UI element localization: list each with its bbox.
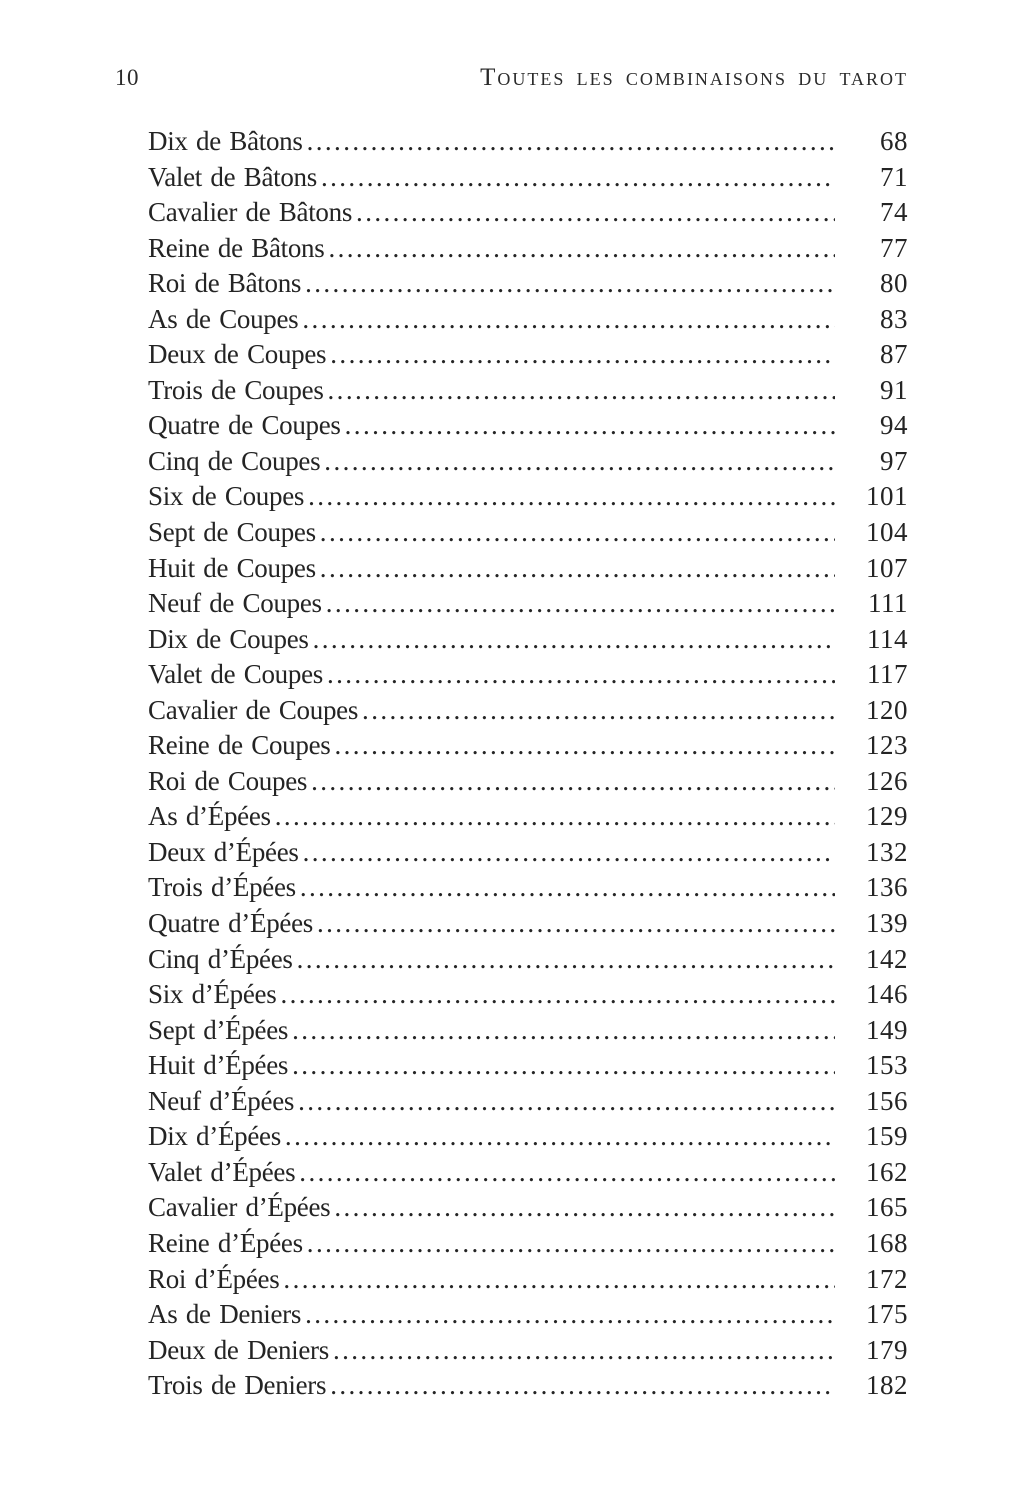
toc-entry-page: 156 xyxy=(866,1085,908,1116)
toc-entry xyxy=(148,586,908,622)
toc-dot-leader xyxy=(283,1262,835,1298)
toc-entry-title: Six d’Épées xyxy=(148,979,277,1010)
toc-dot-leader xyxy=(307,124,835,160)
toc-dot-leader xyxy=(300,870,835,906)
toc-dot-leader xyxy=(356,195,835,231)
toc-entry xyxy=(148,337,908,373)
toc-entry-page: 114 xyxy=(867,623,908,654)
toc-entry-page: 107 xyxy=(866,552,908,583)
toc-entry-page: 87 xyxy=(880,339,908,370)
toc-entry-title: As de Deniers xyxy=(148,1299,302,1330)
toc-entry-title: Cavalier de Bâtons xyxy=(148,197,353,228)
toc-entry-page: 142 xyxy=(866,943,908,974)
toc-dot-leader xyxy=(320,551,835,587)
toc-entry-title: Roi de Coupes xyxy=(148,765,308,796)
toc-entry-title: Trois de Deniers xyxy=(148,1370,327,1401)
toc-dot-leader xyxy=(334,728,835,764)
toc-entry-title: Cinq d’Épées xyxy=(148,943,293,974)
toc-entry xyxy=(148,1226,908,1262)
toc-entry xyxy=(148,764,908,800)
toc-entry xyxy=(148,444,908,480)
toc-entry-title: Deux de Coupes xyxy=(148,339,327,370)
toc-entry xyxy=(148,835,908,871)
toc-entry xyxy=(148,266,908,302)
toc-dot-leader xyxy=(285,1119,835,1155)
toc-entry-title: Cavalier de Coupes xyxy=(148,694,359,725)
toc-entry xyxy=(148,302,908,338)
toc-entry-title: Huit de Coupes xyxy=(148,552,316,583)
toc-entry-page: 136 xyxy=(866,872,908,903)
toc-entry-page: 111 xyxy=(868,588,908,619)
toc-entry-title: Neuf d’Épées xyxy=(148,1085,295,1116)
toc-dot-leader xyxy=(330,1368,835,1404)
toc-dot-leader xyxy=(299,1155,835,1191)
toc-entry-page: 91 xyxy=(880,374,908,405)
toc-dot-leader xyxy=(345,408,835,444)
toc-entry xyxy=(148,870,908,906)
toc-entry-page: 168 xyxy=(866,1227,908,1258)
toc-entry-title: As de Coupes xyxy=(148,303,299,334)
toc-entry-title: Sept d’Épées xyxy=(148,1014,289,1045)
toc-entry-page: 68 xyxy=(880,126,908,156)
toc-entry-page: 165 xyxy=(866,1192,908,1223)
toc-entry-title: Sept de Coupes xyxy=(148,517,316,548)
toc-entry-title: Roi de Bâtons xyxy=(148,268,302,299)
toc-dot-leader xyxy=(303,835,835,871)
toc-entry-title: Trois d’Épées xyxy=(148,872,296,903)
toc-entry-title: Six de Coupes xyxy=(148,481,305,512)
toc-entry-title: Quatre de Coupes xyxy=(148,410,341,441)
toc-entry-page: 126 xyxy=(866,765,908,796)
toc-entry xyxy=(148,1190,908,1226)
toc-entry-title: Trois de Coupes xyxy=(148,374,324,405)
toc-entry-page: 97 xyxy=(880,445,908,476)
toc-entry-page: 80 xyxy=(880,268,908,299)
toc-entry xyxy=(148,195,908,231)
toc-entry xyxy=(148,479,908,515)
toc-entry-page: 139 xyxy=(866,908,908,939)
toc-entry-title: Dix de Bâtons xyxy=(148,126,303,156)
toc-entry-title: As d’Épées xyxy=(148,801,271,832)
toc-entry xyxy=(148,1368,908,1404)
toc-entry-page: 153 xyxy=(866,1050,908,1081)
toc-entry-title: Reine d’Épées xyxy=(148,1227,303,1258)
toc-dot-leader xyxy=(334,1190,835,1226)
toc-entry-page: 149 xyxy=(866,1014,908,1045)
toc-dot-leader xyxy=(292,1013,835,1049)
toc-entry-title: Dix d’Épées xyxy=(148,1121,281,1152)
toc-entry-page: 83 xyxy=(880,303,908,334)
toc-entry-title: Cavalier d’Épées xyxy=(148,1192,331,1223)
toc-entry xyxy=(148,373,908,409)
toc-entry xyxy=(148,515,908,551)
toc-dot-leader xyxy=(333,1333,835,1369)
toc-entry-title: Reine de Bâtons xyxy=(148,232,325,263)
toc-entry xyxy=(148,622,908,658)
toc-dot-leader xyxy=(324,444,835,480)
toc-entry xyxy=(148,124,908,160)
page-number: 10 xyxy=(115,65,139,90)
toc-entry xyxy=(148,942,908,978)
toc-entry-page: 175 xyxy=(866,1299,908,1330)
toc-entry-page: 159 xyxy=(866,1121,908,1152)
toc-dot-leader xyxy=(298,1084,835,1120)
toc-entry xyxy=(148,1333,908,1369)
toc-list xyxy=(148,124,908,1404)
toc-entry xyxy=(148,551,908,587)
toc-entry-title: Valet de Bâtons xyxy=(148,161,317,192)
toc-entry-page: 101 xyxy=(866,481,908,512)
toc-entry-title: Roi d’Épées xyxy=(148,1263,280,1294)
toc-entry-page: 71 xyxy=(880,161,908,192)
toc-entry xyxy=(148,1084,908,1120)
toc-entry xyxy=(148,906,908,942)
toc-dot-leader xyxy=(307,1226,835,1262)
toc-entry xyxy=(148,657,908,693)
toc-entry-title: Huit d’Épées xyxy=(148,1050,289,1081)
toc-entry xyxy=(148,728,908,764)
toc-dot-leader xyxy=(308,479,835,515)
toc-entry xyxy=(148,693,908,729)
toc-entry xyxy=(148,1155,908,1191)
toc-entry-page: 129 xyxy=(866,801,908,832)
toc-dot-leader xyxy=(297,942,835,978)
toc-entry-page: 120 xyxy=(866,694,908,725)
toc-dot-leader xyxy=(275,799,835,835)
toc-entry-page: 77 xyxy=(880,232,908,263)
toc-entry-page: 74 xyxy=(880,197,908,228)
toc-entry xyxy=(148,231,908,267)
toc-entry xyxy=(148,1013,908,1049)
toc-entry-page: 179 xyxy=(866,1334,908,1365)
toc-entry-title: Dix de Coupes xyxy=(148,623,309,654)
toc-entry-title: Neuf de Coupes xyxy=(148,588,322,619)
toc-dot-leader xyxy=(305,1297,835,1333)
toc-entry-page: 132 xyxy=(866,836,908,867)
toc-entry-title: Reine de Coupes xyxy=(148,730,331,761)
toc-entry-title: Valet de Coupes xyxy=(148,659,323,690)
toc-entry-title: Deux d’Épées xyxy=(148,836,299,867)
toc-dot-leader xyxy=(313,622,835,658)
toc-dot-leader xyxy=(292,1048,835,1084)
toc-entry xyxy=(148,799,908,835)
toc-dot-leader xyxy=(327,657,835,693)
toc-entry xyxy=(148,977,908,1013)
toc-entry-title: Valet d’Épées xyxy=(148,1156,296,1187)
toc-entry-page: 117 xyxy=(867,659,908,690)
toc-dot-leader xyxy=(330,337,835,373)
toc-entry-page: 162 xyxy=(866,1156,908,1187)
toc-dot-leader xyxy=(328,373,835,409)
toc-dot-leader xyxy=(311,764,835,800)
toc-entry xyxy=(148,1297,908,1333)
toc-dot-leader xyxy=(321,160,835,196)
toc-entry-title: Deux de Deniers xyxy=(148,1334,329,1365)
toc-entry-page: 172 xyxy=(866,1263,908,1294)
page-header xyxy=(115,64,908,92)
toc-dot-leader xyxy=(317,906,835,942)
toc-entry xyxy=(148,160,908,196)
toc-entry-page: 182 xyxy=(866,1370,908,1401)
toc-entry xyxy=(148,1262,908,1298)
toc-entry-title: Cinq de Coupes xyxy=(148,445,321,476)
toc-dot-leader xyxy=(328,231,835,267)
toc-dot-leader xyxy=(320,515,835,551)
toc-entry-page: 94 xyxy=(880,410,908,441)
toc-entry-page: 104 xyxy=(866,517,908,548)
toc-dot-leader xyxy=(326,586,835,622)
toc-entry xyxy=(148,1048,908,1084)
running-title: Toutes les combinaisons du tarot xyxy=(480,64,908,91)
toc-entry-page: 123 xyxy=(866,730,908,761)
toc-entry-page: 146 xyxy=(866,979,908,1010)
toc-dot-leader xyxy=(280,977,835,1013)
toc-dot-leader xyxy=(305,266,835,302)
toc-entry xyxy=(148,1119,908,1155)
toc-entry-title: Quatre d’Épées xyxy=(148,908,313,939)
toc-dot-leader xyxy=(302,302,835,338)
toc-dot-leader xyxy=(362,693,835,729)
toc-entry xyxy=(148,408,908,444)
